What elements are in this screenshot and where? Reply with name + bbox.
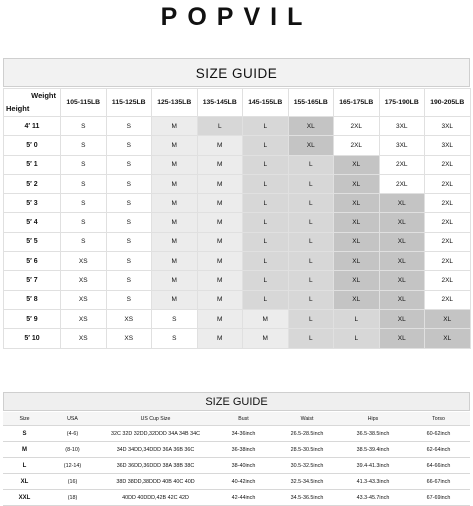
- size-cell: L: [334, 329, 380, 348]
- height-cell: 5′ 0: [4, 136, 61, 155]
- measure-cell: 40-42inch: [212, 474, 275, 490]
- size-cell: XL: [425, 329, 471, 348]
- size-guide-title-2: SIZE GUIDE: [3, 392, 470, 411]
- measure-cell: 66-67inch: [407, 474, 470, 490]
- measurements-table: [3, 412, 470, 506]
- weight-header-4: 145-155LB: [243, 89, 289, 117]
- size-cell: XL: [425, 309, 471, 328]
- size-cell: 2XL: [425, 290, 471, 309]
- size-cell: XL: [334, 232, 380, 251]
- size-cell: L: [288, 271, 334, 290]
- measure-header-4: Waist: [275, 412, 339, 426]
- size-cell: 2XL: [425, 213, 471, 232]
- weight-header-7: 175-190LB: [379, 89, 425, 117]
- measure-cell: 34-36inch: [212, 426, 275, 442]
- size-cell: 2XL: [379, 155, 425, 174]
- measure-header-6: Torso: [407, 412, 470, 426]
- table-row: [3, 458, 470, 474]
- size-cell: 2XL: [334, 117, 380, 136]
- size-cell: M: [243, 329, 289, 348]
- size-cell: 2XL: [334, 136, 380, 155]
- size-cell: XL: [334, 174, 380, 193]
- size-cell: XL: [379, 290, 425, 309]
- size-cell: 3XL: [425, 117, 471, 136]
- table-row: [3, 490, 470, 506]
- corner-header-cell: [4, 89, 61, 117]
- height-cell: 5′ 8: [4, 290, 61, 309]
- measure-header-3: Bust: [212, 412, 275, 426]
- size-cell: XL: [334, 194, 380, 213]
- size-cell: L: [243, 117, 289, 136]
- table-row: [4, 252, 471, 271]
- weight-height-body: [4, 117, 471, 349]
- measure-cell: 60-62inch: [407, 426, 470, 442]
- size-cell: 2XL: [425, 174, 471, 193]
- measure-cell: 67-69inch: [407, 490, 470, 506]
- size-cell: M: [152, 290, 198, 309]
- size-cell: L: [243, 155, 289, 174]
- measurements-body: [3, 426, 470, 506]
- size-cell: L: [334, 309, 380, 328]
- weight-header-0: 105-115LB: [61, 89, 107, 117]
- height-cell: 5′ 4: [4, 213, 61, 232]
- table-row: [4, 174, 471, 193]
- size-label-cell: M: [3, 442, 46, 458]
- measure-cell: 36-38inch: [212, 442, 275, 458]
- height-cell: 4′ 11: [4, 117, 61, 136]
- size-label-cell: XL: [3, 474, 46, 490]
- height-cell: 5′ 1: [4, 155, 61, 174]
- table-row: [4, 290, 471, 309]
- size-cell: 3XL: [379, 136, 425, 155]
- size-cell: S: [61, 155, 107, 174]
- size-cell: M: [197, 329, 243, 348]
- height-cell: 5′ 6: [4, 252, 61, 271]
- size-cell: L: [243, 290, 289, 309]
- measure-cell: 40DD 40DDD,42B 42C 42D: [99, 490, 212, 506]
- size-cell: XL: [288, 117, 334, 136]
- size-cell: XL: [379, 213, 425, 232]
- size-cell: S: [152, 309, 198, 328]
- size-cell: 2XL: [425, 252, 471, 271]
- size-cell: XS: [61, 309, 107, 328]
- weight-header-1: 115-125LB: [106, 89, 152, 117]
- table-row: [3, 474, 470, 490]
- measure-cell: 34.5-36.5inch: [275, 490, 339, 506]
- size-label-cell: S: [3, 426, 46, 442]
- size-cell: XL: [379, 329, 425, 348]
- size-cell: S: [106, 155, 152, 174]
- size-cell: S: [152, 329, 198, 348]
- size-cell: L: [197, 117, 243, 136]
- table-row: [4, 309, 471, 328]
- height-cell: 5′ 2: [4, 174, 61, 193]
- size-cell: 3XL: [425, 136, 471, 155]
- table-row: [4, 213, 471, 232]
- measurements-header-row: [3, 412, 470, 426]
- size-cell: S: [61, 117, 107, 136]
- size-cell: XL: [379, 232, 425, 251]
- size-cell: M: [152, 194, 198, 213]
- table-row: [4, 136, 471, 155]
- table-row: [3, 442, 470, 458]
- size-label-cell: L: [3, 458, 46, 474]
- table-row: [3, 426, 470, 442]
- measure-cell: 36.5-38.5inch: [339, 426, 407, 442]
- size-cell: S: [61, 136, 107, 155]
- size-cell: M: [197, 232, 243, 251]
- size-cell: XL: [288, 136, 334, 155]
- size-cell: XL: [334, 290, 380, 309]
- weight-height-table: [3, 88, 471, 349]
- measure-cell: 38D 38DD,38DDD 40B 40C 40D: [99, 474, 212, 490]
- size-cell: XL: [379, 309, 425, 328]
- height-cell: 5′ 7: [4, 271, 61, 290]
- size-cell: M: [197, 252, 243, 271]
- measure-cell: 36D 36DD,36DDD 38A 38B 38C: [99, 458, 212, 474]
- size-cell: M: [197, 271, 243, 290]
- size-cell: M: [197, 155, 243, 174]
- size-cell: XL: [379, 252, 425, 271]
- size-cell: XS: [61, 252, 107, 271]
- table-row: [4, 232, 471, 251]
- size-cell: XS: [106, 329, 152, 348]
- measure-header-1: USA: [46, 412, 99, 426]
- size-cell: S: [106, 290, 152, 309]
- table-row: [4, 117, 471, 136]
- measure-cell: 26.5-28.5inch: [275, 426, 339, 442]
- table-row: [4, 155, 471, 174]
- size-cell: M: [197, 194, 243, 213]
- table-row: [4, 271, 471, 290]
- size-cell: XS: [61, 271, 107, 290]
- measure-cell: (16): [46, 474, 99, 490]
- size-cell: L: [288, 232, 334, 251]
- size-cell: S: [106, 194, 152, 213]
- size-cell: M: [152, 174, 198, 193]
- size-guide-measurements: [3, 392, 470, 500]
- size-cell: L: [288, 194, 334, 213]
- size-cell: XS: [106, 309, 152, 328]
- measure-cell: 64-66inch: [407, 458, 470, 474]
- size-label-cell: XXL: [3, 490, 46, 506]
- size-cell: M: [197, 309, 243, 328]
- size-cell: L: [243, 213, 289, 232]
- measure-cell: 43.3-45.7inch: [339, 490, 407, 506]
- measure-cell: (4-6): [46, 426, 99, 442]
- measure-cell: 34D 34DD,34DDD 36A 36B 36C: [99, 442, 212, 458]
- measure-cell: 32C 32D 32DD,32DDD 34A 34B 34C: [99, 426, 212, 442]
- height-axis-label: Height: [6, 104, 30, 113]
- size-cell: 2XL: [425, 194, 471, 213]
- size-cell: M: [152, 117, 198, 136]
- height-cell: 5′ 5: [4, 232, 61, 251]
- size-cell: M: [152, 213, 198, 232]
- weight-header-2: 125-135LB: [152, 89, 198, 117]
- size-cell: XS: [61, 290, 107, 309]
- size-cell: S: [61, 213, 107, 232]
- measure-cell: 62-64inch: [407, 442, 470, 458]
- size-cell: M: [152, 232, 198, 251]
- size-cell: S: [106, 252, 152, 271]
- size-cell: L: [243, 174, 289, 193]
- height-cell: 5′ 10: [4, 329, 61, 348]
- weight-header-6: 165-175LB: [334, 89, 380, 117]
- measure-cell: (18): [46, 490, 99, 506]
- size-cell: S: [106, 271, 152, 290]
- weight-header-8: 190-205LB: [425, 89, 471, 117]
- size-cell: M: [197, 290, 243, 309]
- measure-cell: 28.5-30.5inch: [275, 442, 339, 458]
- size-cell: XL: [334, 252, 380, 271]
- size-cell: L: [288, 252, 334, 271]
- size-cell: M: [243, 309, 289, 328]
- measure-cell: 38.5-39.4inch: [339, 442, 407, 458]
- size-cell: M: [197, 136, 243, 155]
- measure-header-0: Size: [3, 412, 46, 426]
- measure-header-2: US Cup Size: [99, 412, 212, 426]
- measure-cell: 42-44inch: [212, 490, 275, 506]
- weight-header-row: [4, 89, 471, 117]
- size-cell: L: [288, 174, 334, 193]
- size-cell: S: [106, 174, 152, 193]
- measure-cell: 38-40inch: [212, 458, 275, 474]
- weight-header-5: 155-165LB: [288, 89, 334, 117]
- size-cell: L: [243, 232, 289, 251]
- measure-cell: 32.5-34.5inch: [275, 474, 339, 490]
- size-cell: L: [243, 194, 289, 213]
- measure-header-5: Hips: [339, 412, 407, 426]
- measure-cell: (12-14): [46, 458, 99, 474]
- size-cell: M: [152, 155, 198, 174]
- size-cell: M: [152, 271, 198, 290]
- size-cell: 2XL: [425, 271, 471, 290]
- size-cell: L: [243, 271, 289, 290]
- measure-cell: 41.3-43.3inch: [339, 474, 407, 490]
- measure-cell: 30.5-32.5inch: [275, 458, 339, 474]
- table-row: [4, 194, 471, 213]
- size-cell: S: [61, 194, 107, 213]
- size-cell: L: [288, 309, 334, 328]
- size-cell: 3XL: [379, 117, 425, 136]
- size-cell: XL: [334, 271, 380, 290]
- size-cell: S: [106, 213, 152, 232]
- height-cell: 5′ 9: [4, 309, 61, 328]
- measure-cell: (8-10): [46, 442, 99, 458]
- size-cell: L: [288, 213, 334, 232]
- size-cell: M: [152, 136, 198, 155]
- size-guide-by-weight-height: [3, 58, 470, 340]
- size-cell: XL: [379, 271, 425, 290]
- measure-cell: 39.4-41.3inch: [339, 458, 407, 474]
- height-cell: 5′ 3: [4, 194, 61, 213]
- size-cell: L: [243, 136, 289, 155]
- size-cell: L: [288, 329, 334, 348]
- size-cell: S: [106, 117, 152, 136]
- size-cell: L: [288, 290, 334, 309]
- weight-header-3: 135-145LB: [197, 89, 243, 117]
- weight-axis-label: Weight: [31, 91, 56, 100]
- size-cell: L: [243, 252, 289, 271]
- size-cell: XS: [61, 329, 107, 348]
- size-cell: XL: [379, 194, 425, 213]
- size-cell: S: [61, 174, 107, 193]
- size-cell: 2XL: [379, 174, 425, 193]
- size-cell: S: [106, 232, 152, 251]
- size-cell: M: [197, 213, 243, 232]
- size-cell: M: [197, 174, 243, 193]
- size-cell: L: [288, 155, 334, 174]
- table-row: [4, 329, 471, 348]
- size-guide-title: SIZE GUIDE: [3, 58, 470, 87]
- size-cell: 2XL: [425, 232, 471, 251]
- size-cell: XL: [334, 155, 380, 174]
- size-cell: 2XL: [425, 155, 471, 174]
- size-cell: XL: [334, 213, 380, 232]
- size-cell: M: [152, 252, 198, 271]
- size-cell: S: [61, 232, 107, 251]
- brand-logo: POPVIL: [160, 3, 313, 31]
- size-cell: S: [106, 136, 152, 155]
